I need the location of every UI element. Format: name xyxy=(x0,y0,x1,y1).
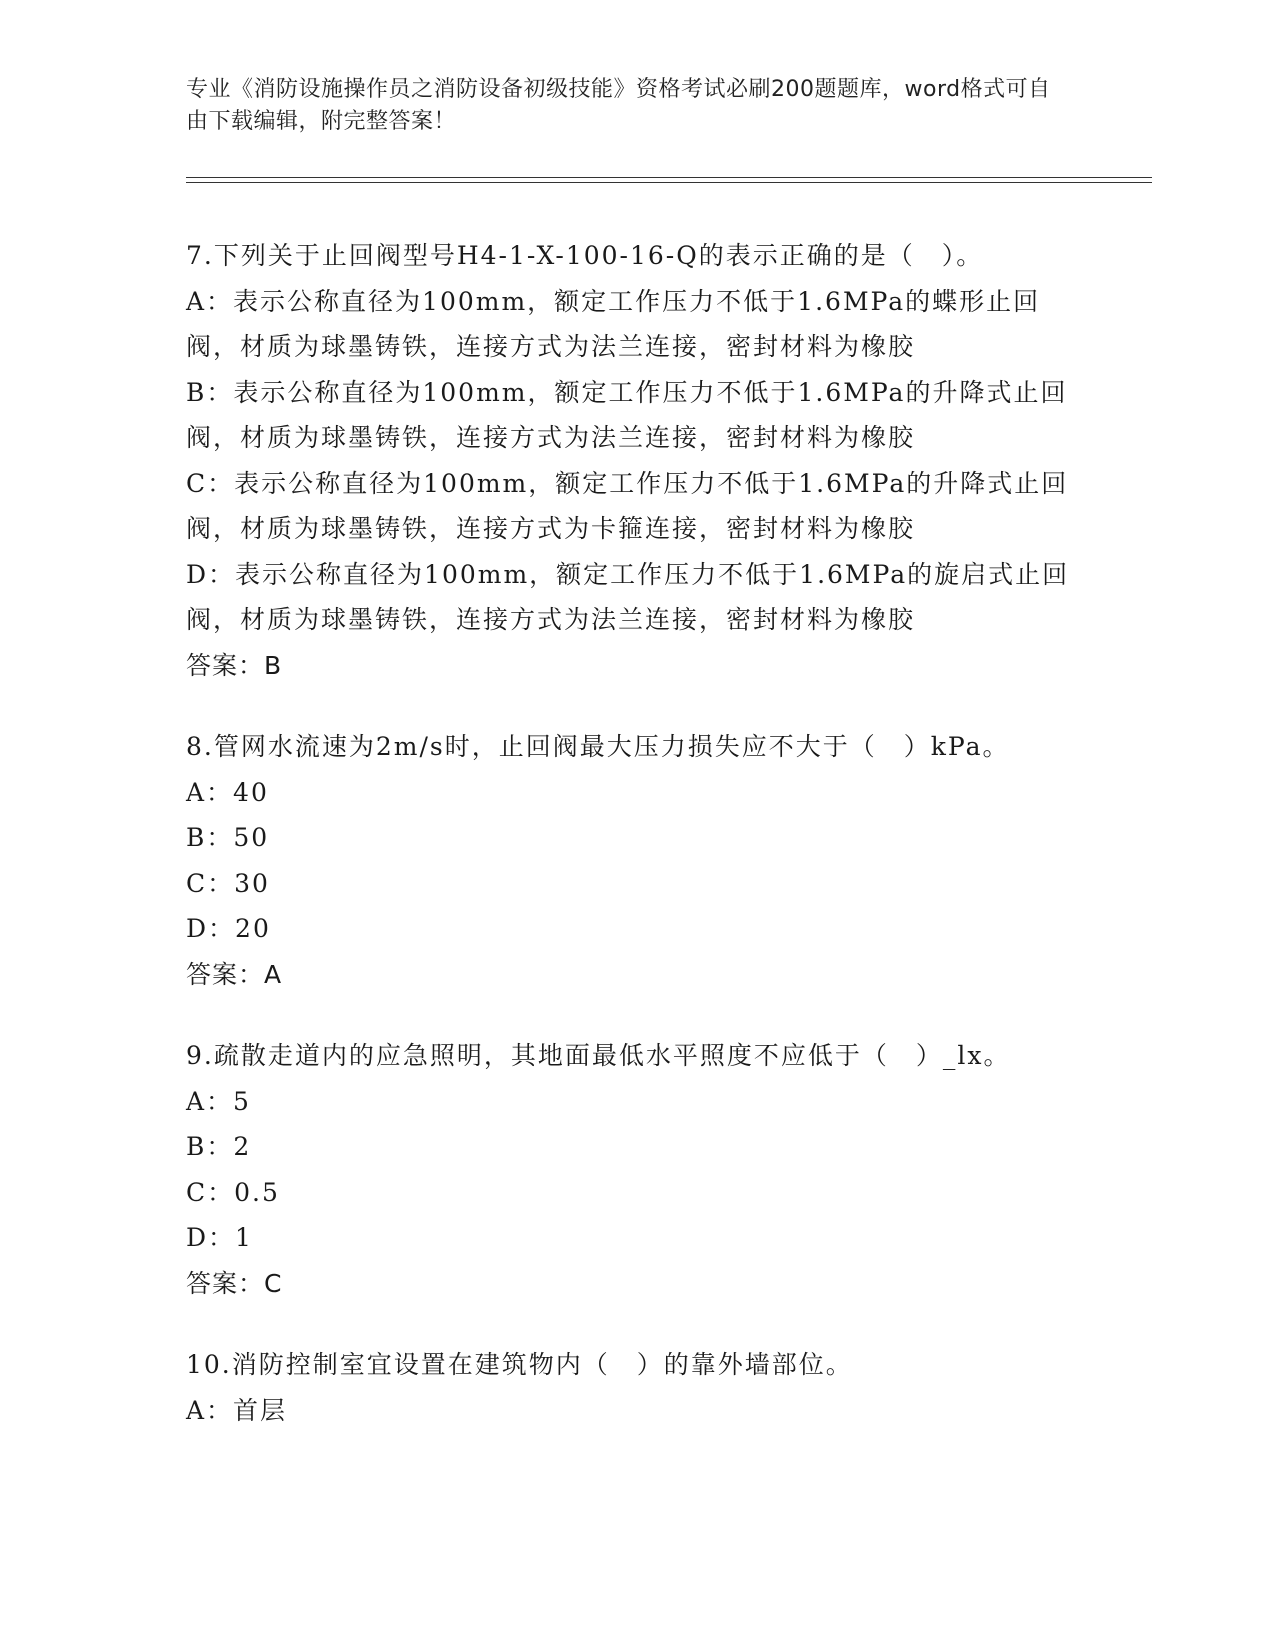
option-c: C：30 xyxy=(186,868,270,898)
option-a: A：表示公称直径为100mm，额定工作压力不低于1.6MPa的蝶形止回阀，材质为球墨铸铁，连接方式为法兰连接，密封材料为橡胶 xyxy=(186,286,1041,361)
option-d: D：表示公称直径为100mm，额定工作压力不低于1.6MPa的旋启式止回阀，材质为球墨铸铁，连接方式为法兰连接，密封材料为橡胶 xyxy=(186,559,1070,634)
header-rule-top xyxy=(186,177,1152,178)
answer: 答案：A xyxy=(186,959,283,989)
option-b: B：2 xyxy=(186,1132,252,1161)
document-header: 专业《消防设施操作员之消防设备初级技能》资格考试必刷200题题库，word格式可自由下载编辑，附完整答案！ xyxy=(186,77,1051,134)
question-stem: 10.消防控制室宜设置在建筑物内（ ）的靠外墙部位。 xyxy=(186,1350,853,1379)
option-c: C：表示公称直径为100mm，额定工作压力不低于1.6MPa的升降式止回阀，材质为球墨铸铁，连接方式为卡箍连接，密封材料为橡胶 xyxy=(186,468,1069,543)
option-a: A：首层 xyxy=(186,1395,288,1425)
header-rule-bottom xyxy=(186,182,1152,183)
option-b: B：50 xyxy=(186,823,270,852)
question-stem: 8.管网水流速为2m/s时，止回阀最大压力损失应不大于（ ）kPa。 xyxy=(186,732,1010,761)
question-10 xyxy=(186,1342,1076,1433)
option-d: D：20 xyxy=(186,914,271,943)
option-a: A：40 xyxy=(186,777,269,807)
option-c: C：0.5 xyxy=(186,1177,280,1207)
answer: 答案：B xyxy=(186,650,283,680)
question-8 xyxy=(186,724,1076,997)
option-d: D：1 xyxy=(186,1223,253,1252)
question-stem: 9.疏散走道内的应急照明，其地面最低水平照度不应低于（ ）_lx。 xyxy=(186,1041,1011,1070)
option-b: B：表示公称直径为100mm，额定工作压力不低于1.6MPa的升降式止回阀，材质为球墨铸铁，连接方式为法兰连接，密封材料为橡胶 xyxy=(186,377,1068,452)
question-stem: 7.下列关于止回阀型号H4-1-X-100-16-Q的表示正确的是（ ）。 xyxy=(186,241,984,270)
question-list xyxy=(186,233,1076,1469)
option-a: A：5 xyxy=(186,1086,251,1116)
answer: 答案：C xyxy=(186,1268,283,1298)
question-7 xyxy=(186,233,1076,688)
question-9 xyxy=(186,1033,1076,1306)
